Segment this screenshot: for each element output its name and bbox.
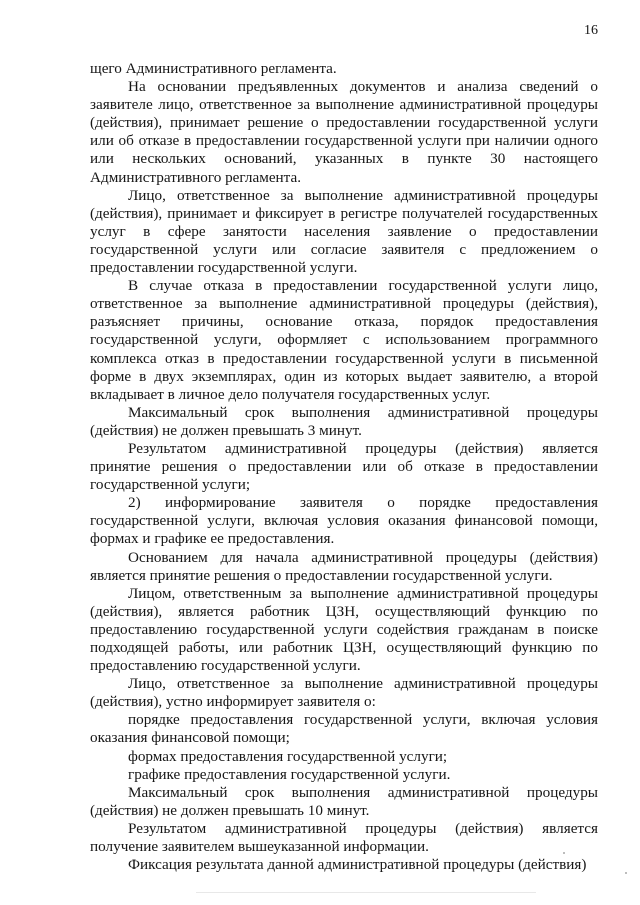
scan-artifact-dot xyxy=(625,872,627,874)
scan-artifact-dot xyxy=(563,852,565,854)
paragraph: Основанием для начала административной процедуры (действия) является принятие решения о предоставлении государственной услуги. xyxy=(90,548,598,584)
paragraph: Фиксация результата данной административной процедуры (действия) xyxy=(128,856,587,874)
scan-artifact-line xyxy=(196,892,536,893)
list-item: графике предоставления государственной услуги. xyxy=(128,765,451,783)
paragraph: Максимальный срок выполнения административной процедуры (действия) не должен превышать 10 минут. xyxy=(90,783,598,819)
paragraph: Результатом административной процедуры (действия) является получение заявителем вышеуказанной информации. xyxy=(90,819,598,856)
paragraph-continuation: щего Административного регламента. xyxy=(90,60,337,77)
paragraph: 2) информирование заявителя о порядке предоставления государственной услуги, включая условия оказания финансовой помощи, формах и графике ее предоставления. xyxy=(90,494,598,548)
paragraph: Лицом, ответственным за выполнение административной процедуры (действия), является работник ЦЗН, осуществляющий функцию по предоставлению государственной услуги содействия гражданам в поиске подходящей работы, или работник ЦЗН, осуществляющий функцию по предоставлению государственной услуги. xyxy=(90,584,598,675)
paragraph: Результатом административной процедуры (действия) является принятие решения о предоставлении или об отказе в предоставлении государственной услуги; xyxy=(90,439,598,494)
list-item: формах предоставления государственной услуги; xyxy=(128,747,448,765)
paragraph: Максимальный срок выполнения административной процедуры (действия) не должен превышать 3 минут. xyxy=(90,403,598,439)
paragraph: В случае отказа в предоставлении государственной услуги лицо, ответственное за выполнение административной процедуры (действия), разъясняет причины, основание отказа, порядок предоставления государственной услуги, оформляет с использованием программного комплекса отказ в предоставлении государственной услуги в письменной форме в двух экземплярах, один из которых выдает заявителю, а второй вкладывает в личное дело получателя государственных услуг. xyxy=(90,277,598,403)
document-body xyxy=(90,60,598,874)
paragraph: Лицо, ответственное за выполнение административной процедуры (действия), устно информирует заявителя о: xyxy=(90,675,598,711)
paragraph: На основании предъявленных документов и анализа сведений о заявителе лицо, ответственное за выполнение административной процедуры (действия), принимает решение о предоставлении государственной услуги или об отказе в предоставлении государственной услуги при наличии одного или нескольких оснований, указанных в пункте 30 настоящего Административного регламента. xyxy=(90,78,598,186)
list-item: порядке предоставления государственной услуги, включая условия оказания финансовой помощи; xyxy=(90,711,598,747)
paragraph: Лицо, ответственное за выполнение административной процедуры (действия), принимает и фиксирует в регистре получателей государственных услуг в сфере занятости населения заявление о предоставлении государственной услуги или согласие заявителя с предложением о предоставлении государственной услуги. xyxy=(90,186,598,277)
page-number: 16 xyxy=(584,23,598,38)
